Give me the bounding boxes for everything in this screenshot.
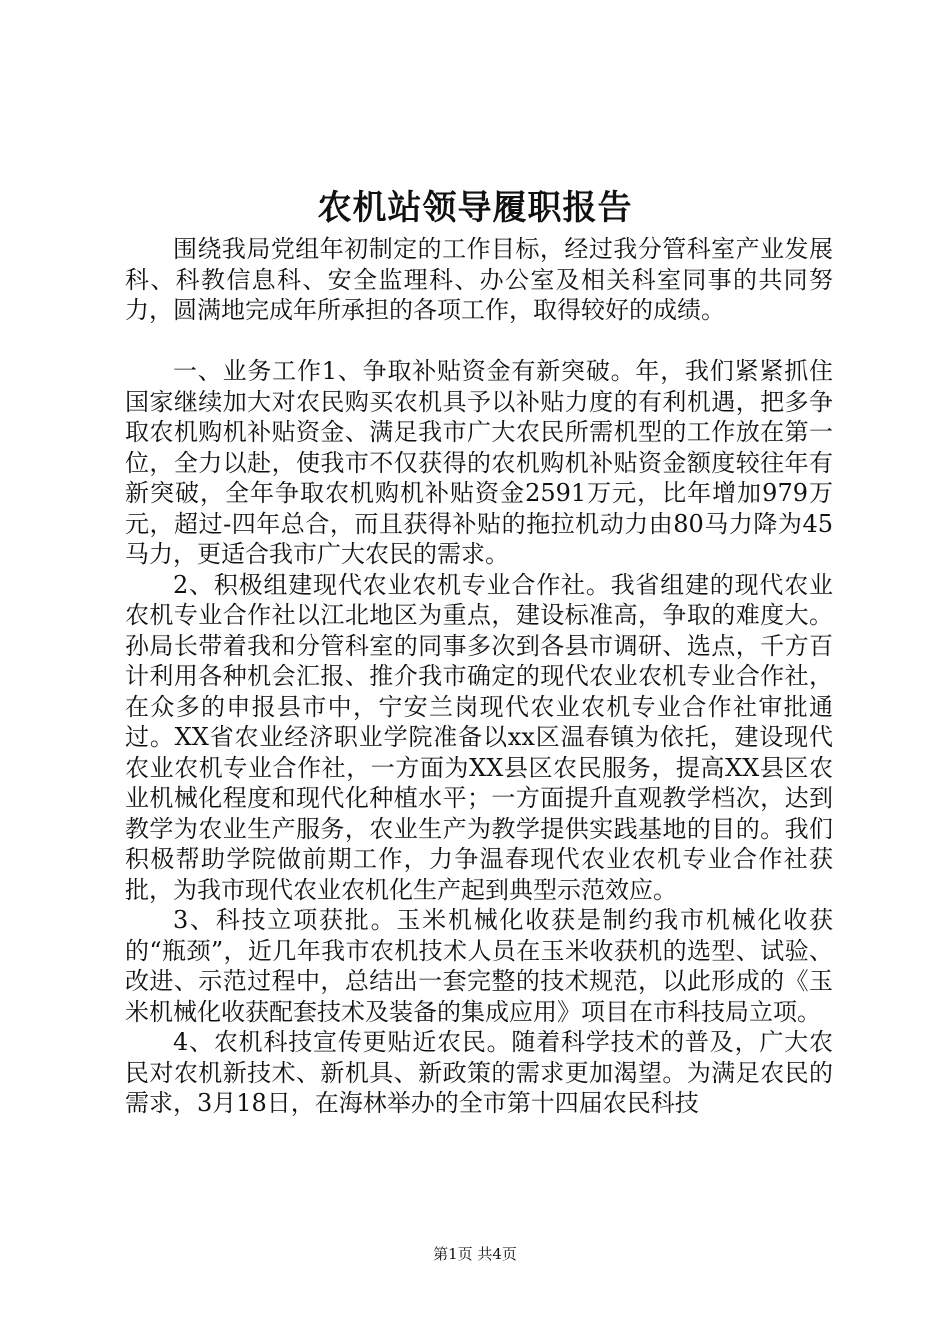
page-number-footer: 第1页 共4页 [433, 1245, 517, 1263]
paragraph-tech-project: 3、科技立项获批。玉米机械化收获是制约我市机械化收获的“瓶颈”，近几年我市农机技术人员在玉米收获机的选型、试验、改进、示范过程中，总结出一套完整的技术规范，以此形成的《玉米机械化收获配套技术及装备的集成应用》项目在市科技局立项。 [125, 906, 833, 1026]
intro-paragraph: 围绕我局党组年初制定的工作目标，经过我分管科室产业发展科、科教信息科、安全监理科、办公室及相关科室同事的共同努力，圆满地完成年所承担的各项工作，取得较好的成绩。 [125, 235, 833, 324]
paragraph-tech-promotion: 4、农机科技宣传更贴近农民。随着科学技术的普及，广大农民对农机新技术、新机具、新政策的需求更加渴望。为满足农民的需求，3月18日，在海林举办的全市第十四届农民科技 [125, 1028, 833, 1117]
main-section [125, 356, 833, 1119]
document-title: 农机站领导履职报告 [317, 188, 633, 228]
intro-section [125, 234, 833, 326]
paragraph-business-work: 一、业务工作1、争取补贴资金有新突破。年，我们紧紧抓住国家继续加大对农民购买农机具予以补贴力度的有利机遇，把多争取农机购机补贴资金、满足我市广大农民所需机型的工作放在第一位，全力以赴，使我市不仅获得的农机购机补贴资金额度较往年有新突破，全年争取农机购机补贴资金2591万元，比年增加979万元，超过-四年总合，而且获得补贴的拖拉机动力由80马力降为45马力，更适合我市广大农民的需求。 [125, 357, 833, 568]
paragraph-cooperative: 2、积极组建现代农业农机专业合作社。我省组建的现代农业农机专业合作社以江北地区为重点，建设标准高，争取的难度大。孙局长带着我和分管科室的同事多次到各县市调研、选点，千方百计利用各种机会汇报、推介我市确定的现代农业农机专业合作社，在众多的申报县市中，宁安兰岗现代农业农机专业合作社审批通过。XX省农业经济职业学院准备以xx区温春镇为依托，建设现代农业农机专业合作社，一方面为XX县区农民服务，提高XX县区农业机械化程度和现代化种植水平；一方面提升直观教学档次，达到教学为农业生产服务，农业生产为教学提供实践基地的目的。我们积极帮助学院做前期工作，力争温春现代农业农机专业合作社获批，为我市现代农业农机化生产起到典型示范效应。 [125, 570, 833, 904]
